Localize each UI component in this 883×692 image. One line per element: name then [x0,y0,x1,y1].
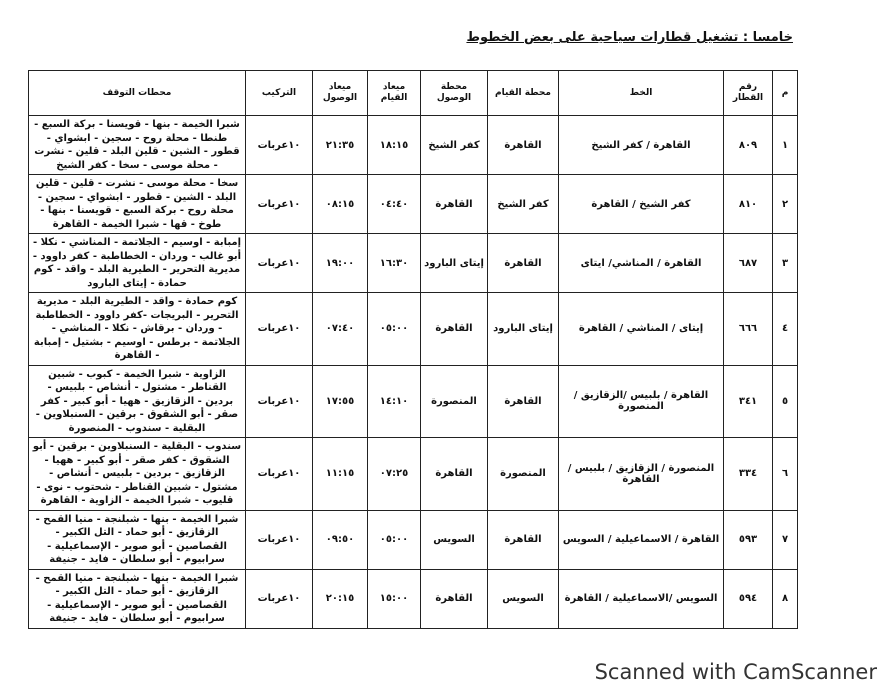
cell-composition: ١٠عربات [246,116,313,175]
cell-line: القاهرة / المناشي/ ايتاى [559,234,724,293]
cell-departure-time: ٠٥:٠٠ [368,510,421,569]
cell-line: السويس /الاسماعيلية / القاهرة [559,569,724,628]
cell-stops: سخا - محلة موسى - نشرت - قلين - قلين البلد - الشين - قطور - ابشواي - سجين - محلة روح - بركة السبع - قويسنا - بنها - طوخ - قها - شبرا الخيمة - القاهرة [29,175,246,234]
col-header-departure-station: محطة القيام [488,71,559,116]
cell-departure-time: ١٤:١٠ [368,365,421,438]
cell-line: إيتاى / المناشي / القاهرة [559,293,724,366]
cell-arrival-time: ١٩:٠٠ [313,234,368,293]
col-header-arrival-time: ميعاد الوصول [313,71,368,116]
cell-num: ٣ [773,234,798,293]
cell-composition: ١٠عربات [246,569,313,628]
cell-departure-station: كفر الشيخ [488,175,559,234]
cell-composition: ١٠عربات [246,175,313,234]
cell-arrival-station: إيتاى البارود [421,234,488,293]
cell-arrival-time: ٠٩:٥٠ [313,510,368,569]
cell-arrival-time: ٢١:٣٥ [313,116,368,175]
cell-train-number: ٦٦٦ [724,293,773,366]
cell-stops: شبرا الخيمة - بنها - شبلنجة - منيا القمح - الزقازيق - أبو حماد - التل الكبير - القصاصين - أبو صوير - الإسماعيلية - سرابيوم - أبو سلطان - فايد - جنيفة [29,569,246,628]
cell-train-number: ٦٨٧ [724,234,773,293]
col-header-num: م [773,71,798,116]
cell-arrival-time: ٠٨:١٥ [313,175,368,234]
scanner-watermark: Scanned with CamScanner [594,660,877,684]
col-header-train-number: رقم القطار [724,71,773,116]
cell-stops: شبرا الخيمة - بنها - شبلنجة - منيا القمح - الزقازيق - أبو حماد - التل الكبير - القصاصين - أبو صوير - الإسماعيلية - سرابيوم - أبو سلطان - فايد - جنيفة [29,510,246,569]
col-header-stops: محطات التوقف [29,71,246,116]
col-header-departure-time: ميعاد القيام [368,71,421,116]
table-row [29,293,798,366]
cell-departure-station: المنصورة [488,438,559,511]
table-row [29,175,798,234]
cell-departure-time: ١٦:٣٠ [368,234,421,293]
page-heading: خامسا : تشغيل قطارات سياحية على بعض الخطوط [466,30,793,45]
cell-stops: كوم حمادة - واقد - الطيرية البلد - مديرية التحرير - البريجات -كفر داوود - الخطاطبة - وردان - برقاش - نكلا - المناشي - الجلاتمة - برطس - اوسيم - بشتيل - إمبابة - القاهرة [29,293,246,366]
table-row [29,438,798,511]
cell-composition: ١٠عربات [246,510,313,569]
cell-departure-time: ١٥:٠٠ [368,569,421,628]
col-header-composition: التركيب [246,71,313,116]
cell-train-number: ٣٤١ [724,365,773,438]
cell-arrival-time: ١١:١٥ [313,438,368,511]
cell-departure-station: القاهرة [488,234,559,293]
cell-stops: الزاوية - شبرا الخيمة - كبوب - شبين القناطر - مشتول - أنشاص - بلبيس - بردين - الزقازيق - ههيا - أبو كبير - كفر صقر - أبو الشقوق - برقين - السنبلاوين - البقلية - سندوب - المنصورة [29,365,246,438]
cell-train-number: ٨١٠ [724,175,773,234]
cell-num: ٧ [773,510,798,569]
cell-departure-station: إيتاى البارود [488,293,559,366]
cell-arrival-station: القاهرة [421,293,488,366]
cell-num: ٤ [773,293,798,366]
cell-composition: ١٠عربات [246,365,313,438]
table-row [29,365,798,438]
cell-num: ٦ [773,438,798,511]
cell-departure-time: ٠٧:٢٥ [368,438,421,511]
cell-arrival-station: المنصورة [421,365,488,438]
schedule-table [28,70,798,629]
cell-composition: ١٠عربات [246,438,313,511]
table-row [29,510,798,569]
cell-line: القاهرة / بلبيس /الزقازيق / المنصورة [559,365,724,438]
cell-stops: شبرا الخيمة - بنها - قويسنا - بركة السبع - طنطا - محلة روح - سجين - ابشواي - قطور - الشين - قلين البلد - قلين - نشرت - محلة موسى - سخا - كفر الشيخ [29,116,246,175]
cell-train-number: ٣٣٤ [724,438,773,511]
cell-departure-time: ٠٥:٠٠ [368,293,421,366]
table-row [29,569,798,628]
cell-departure-station: القاهرة [488,116,559,175]
cell-line: كفر الشيخ / القاهرة [559,175,724,234]
col-header-line: الخط [559,71,724,116]
cell-num: ١ [773,116,798,175]
cell-arrival-station: كفر الشيخ [421,116,488,175]
cell-composition: ١٠عربات [246,234,313,293]
cell-train-number: ٥٩٤ [724,569,773,628]
cell-num: ٨ [773,569,798,628]
cell-train-number: ٨٠٩ [724,116,773,175]
table-row [29,234,798,293]
cell-arrival-station: القاهرة [421,569,488,628]
cell-departure-station: القاهرة [488,510,559,569]
cell-line: القاهرة / الاسماعيلية / السويس [559,510,724,569]
cell-train-number: ٥٩٣ [724,510,773,569]
cell-departure-station: القاهرة [488,365,559,438]
cell-num: ٥ [773,365,798,438]
table-row [29,116,798,175]
cell-departure-station: السويس [488,569,559,628]
cell-line: المنصورة / الزقازيق / بلبيس / القاهرة [559,438,724,511]
cell-line: القاهرة / كفر الشيخ [559,116,724,175]
cell-arrival-station: القاهرة [421,438,488,511]
cell-arrival-station: القاهرة [421,175,488,234]
cell-num: ٢ [773,175,798,234]
cell-stops: سندوب - البقلية - السنبلاوين - برقين - أبو الشقوق - كفر صقر - أبو كبير - ههيا - الزقازيق - بردين - بلبيس - أنشاص - مشتول - شبين القناطر - شحتوب - نوى - قليوب - شبرا الخيمة - الزاوية - القاهرة [29,438,246,511]
col-header-arrival-station: محطة الوصول [421,71,488,116]
cell-arrival-time: ٠٧:٤٠ [313,293,368,366]
cell-stops: إمبابة - اوسيم - الجلاتمة - المناشي - نكلا - أبو غالب - وردان - الخطاطبة - كفر داوود - مديرية التحرير - الطيرية البلد - واقد - كوم حمادة - إيتاى البارود [29,234,246,293]
cell-departure-time: ١٨:١٥ [368,116,421,175]
cell-arrival-station: السويس [421,510,488,569]
cell-departure-time: ٠٤:٤٠ [368,175,421,234]
cell-composition: ١٠عربات [246,293,313,366]
cell-arrival-time: ٢٠:١٥ [313,569,368,628]
table-header-row [29,71,798,116]
cell-arrival-time: ١٧:٥٥ [313,365,368,438]
